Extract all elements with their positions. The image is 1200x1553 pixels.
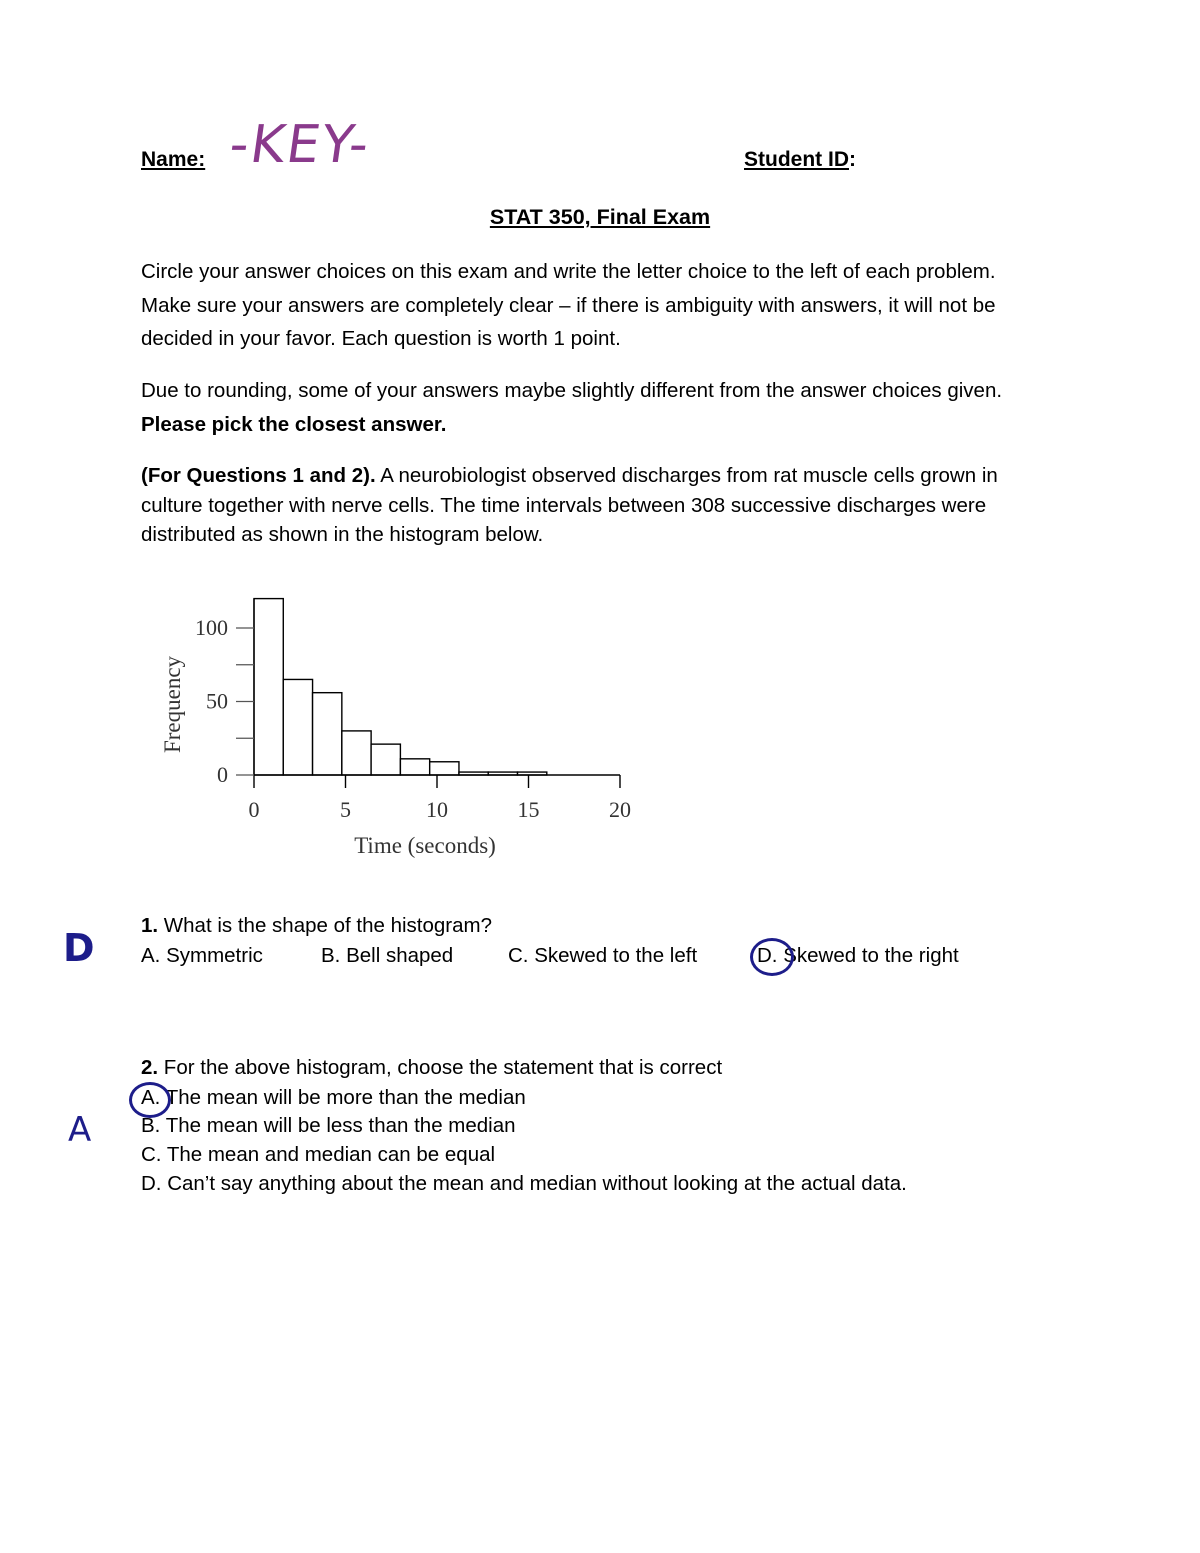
y-tick-label: 50 xyxy=(206,688,228,714)
context-line-3: distributed as shown in the histogram below. xyxy=(141,523,544,546)
q2-option-d[interactable]: D. Can’t say anything about the mean and median without looking at the actual data. xyxy=(141,1172,907,1195)
q1-option-d[interactable]: D. Skewed to the right xyxy=(757,944,959,967)
question-2 xyxy=(141,1056,722,1080)
student-id-text: Student ID xyxy=(744,148,849,171)
x-axis-title: Time (seconds) xyxy=(354,833,496,858)
q2-answer-circle xyxy=(129,1082,171,1118)
q2-number: 2. xyxy=(141,1056,159,1079)
closest-answer-note: Please pick the closest answer. xyxy=(141,412,447,436)
histogram-bar xyxy=(342,731,371,775)
question-1 xyxy=(141,914,492,938)
q2-text: For the above histogram, choose the statement that is correct xyxy=(158,1056,723,1079)
context-line-2: culture together with nerve cells. The time intervals between 308 successive discharges were xyxy=(141,493,987,517)
x-tick-label: 15 xyxy=(517,797,540,822)
student-id-label xyxy=(744,149,856,170)
context-paragraph xyxy=(141,461,1061,550)
q1-answer-circle xyxy=(750,938,794,976)
context-line-1-text: A neurobiologist observed discharges from rat muscle cells grown in xyxy=(375,464,998,487)
instructions-line-2: Make sure your answers are completely clear – if there is ambiguity with answers, it will not be xyxy=(141,293,996,317)
q1-option-b[interactable]: B. Bell shaped xyxy=(321,944,454,967)
q1-text: What is the shape of the histogram? xyxy=(158,914,492,937)
rounding-note: Due to rounding, some of your answers maybe slightly different from the answer choices given. xyxy=(141,379,1003,402)
y-tick-label: 100 xyxy=(195,615,228,640)
histogram-bar xyxy=(283,679,312,775)
context-lead: (For Questions 1 and 2). xyxy=(141,464,376,487)
x-tick-label: 0 xyxy=(248,797,260,822)
q1-option-c[interactable]: C. Skewed to the left xyxy=(508,944,698,967)
y-axis-title: Frequency xyxy=(160,655,185,754)
histogram-bar xyxy=(313,693,342,775)
key-handwriting: -KEY- xyxy=(225,115,375,175)
x-tick-label: 5 xyxy=(340,797,351,822)
instructions-line-3: decided in your favor. Each question is worth 1 point. xyxy=(141,327,621,350)
name-label xyxy=(141,149,205,170)
student-id-colon: : xyxy=(849,148,856,171)
page-title: STAT 350, Final Exam xyxy=(489,205,711,229)
q1-option-a[interactable]: A. Symmetric xyxy=(141,944,263,967)
histogram-bar xyxy=(254,599,283,775)
x-tick-label: 10 xyxy=(426,797,448,822)
x-tick-label: 20 xyxy=(609,797,631,822)
y-tick-label: 0 xyxy=(217,762,228,787)
q1-number: 1. xyxy=(141,914,159,937)
histogram-bar xyxy=(371,744,400,775)
q1-answer-mark: D xyxy=(63,926,95,970)
name-label-text: Name: xyxy=(141,148,206,171)
q2-answer-mark: A xyxy=(68,1110,92,1150)
instructions-paragraph-2 xyxy=(141,374,1061,441)
instructions-paragraph-1 xyxy=(141,255,1061,356)
histogram-bar xyxy=(430,762,459,775)
instructions-line-1: Circle your answer choices on this exam and write the letter choice to the left of each problem. xyxy=(141,260,996,283)
q2-option-b[interactable]: B. The mean will be less than the median xyxy=(141,1114,516,1137)
histogram-bar xyxy=(400,759,429,775)
q2-option-a[interactable]: A. The mean will be more than the median xyxy=(141,1086,526,1109)
histogram-chart xyxy=(140,580,660,880)
context-line-1 xyxy=(141,461,1061,491)
q2-option-c[interactable]: C. The mean and median can be equal xyxy=(141,1143,496,1166)
